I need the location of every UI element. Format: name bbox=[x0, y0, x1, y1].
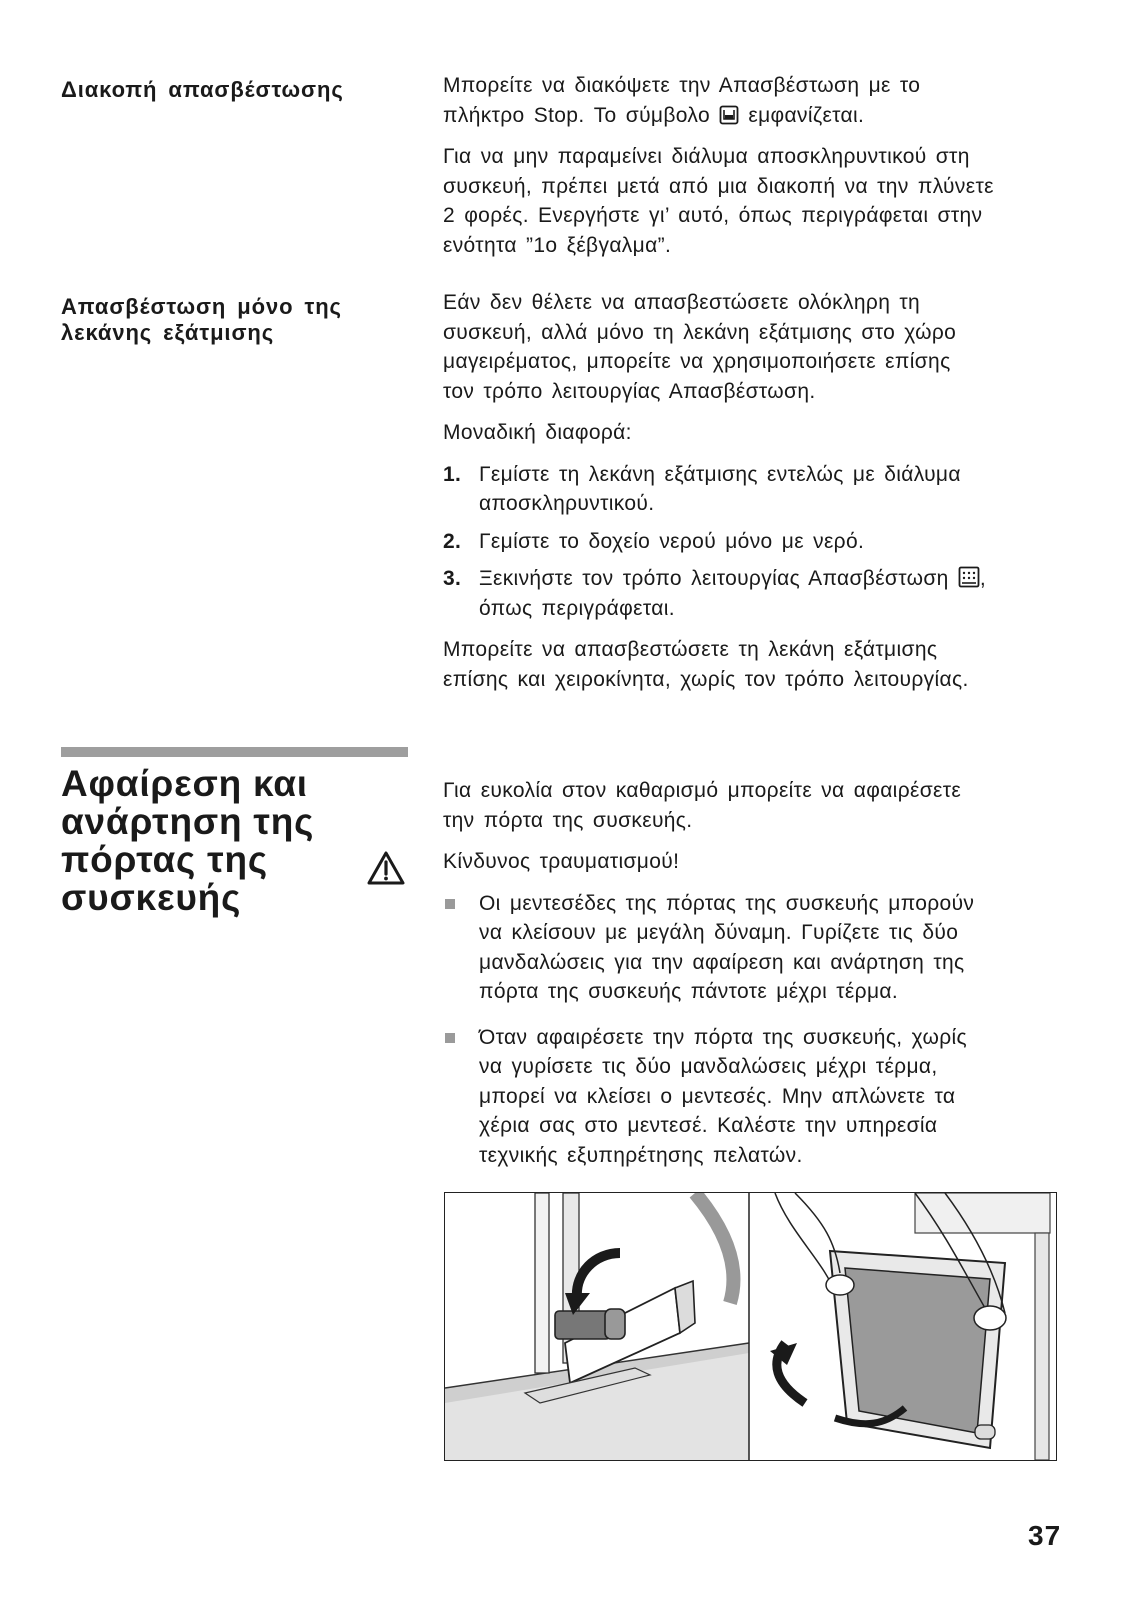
paragraph bbox=[443, 142, 1083, 260]
text-line: Μπορείτε να απασβεστώσετε τη λεκάνη εξάτμισης bbox=[443, 638, 938, 661]
text-line: επίσης και χειροκίνητα, χωρίς τον τρόπο λειτουργίας. bbox=[443, 667, 969, 691]
numbered-step: 3. Ξεκινήστε τον τρόπο λειτουργίας Απασβέστωση , όπως περιγράφεται. bbox=[443, 564, 1083, 623]
text-line: μαγειρέματος, μπορείτε να χρησιμοποιήσετε επίσης bbox=[443, 350, 951, 373]
list-item: Όταν αφαιρέσετε την πόρτα της συσκευής, χωρίς να γυρίσετε τις δύο μανδαλώσεις μέχρι τέρμα, μπορεί να κλείσει ο μεντεσές. Μην απλώνετε τα χέρια σας στο μεντεσέ. Καλέστε την υπηρεσία τεχνικής εξυπηρέτησης πελατών. bbox=[443, 1023, 1083, 1171]
step-number: 1. bbox=[443, 462, 462, 486]
paragraph bbox=[443, 635, 1083, 694]
door-illustration-figure bbox=[444, 1192, 1057, 1461]
paragraph: Μοναδική διαφορά: bbox=[443, 421, 632, 444]
section-door-removal-body bbox=[443, 776, 1083, 1186]
text-line: Για ευκολία στον καθαρισμό μπορείτε να αφαιρέσετε bbox=[443, 779, 962, 802]
text-line: τον τρόπο λειτουργίας Απασβέστωση. bbox=[443, 379, 816, 403]
list-item: Οι μεντεσέδες της πόρτας της συσκευής μπορούν να κλείσουν με μεγάλη δύναμη. Γυρίζετε τις δύο μανδαλώσεις για την αφαίρεση και ανάρτηση της πόρτα της συσκευής πάντοτε μέχρι τέρμα. bbox=[443, 889, 1083, 1007]
text-line: συσκευή, αλλά μόνο τη λεκάνη εξάτμισης στο χώρο bbox=[443, 320, 957, 344]
warning-triangle-icon bbox=[366, 850, 406, 886]
text-line: Μπορείτε να διακόψετε την Απασβέστωση με το bbox=[443, 74, 921, 97]
text-line: ενότητα ”1ο ξέβγαλμα”. bbox=[443, 233, 672, 257]
descale-mode-icon bbox=[958, 566, 980, 588]
paragraph: Κίνδυνος τραυματισμού! bbox=[443, 850, 680, 873]
heading-evaporator-descaling: Απασβέστωση μόνο της λεκάνης εξάτμισης bbox=[61, 294, 342, 345]
numbered-step: 2. Γεμίστε το δοχείο νερού μόνο με νερό. bbox=[443, 527, 1083, 557]
paragraph bbox=[443, 288, 1083, 406]
section-evaporator-descaling-body bbox=[443, 288, 1083, 706]
descale-tank-icon bbox=[719, 105, 739, 125]
section-divider-bar bbox=[61, 747, 408, 757]
door-removal-illustration bbox=[750, 1193, 1056, 1460]
text-line: την πόρτα της συσκευής. bbox=[443, 808, 693, 832]
bullet-square-icon bbox=[445, 1033, 455, 1043]
hinge-latch-illustration bbox=[445, 1193, 749, 1460]
text-line: συσκευή, πρέπει μετά από μια διακοπή να την πλύνετε bbox=[443, 174, 994, 198]
heading-door-removal: Αφαίρεση και ανάρτηση της πόρτας της συσκευής bbox=[61, 763, 315, 918]
text-line: Για να μην παραμείνει διάλυμα αποσκληρυντικού στη bbox=[443, 145, 970, 168]
text-line: πλήκτρο Stop. Το σύμβολο εμφανίζεται. bbox=[443, 103, 865, 127]
paragraph bbox=[443, 776, 1083, 835]
step-number: 2. bbox=[443, 529, 462, 553]
heading-descaling-interrupt: Διακοπή απασβέστωσης bbox=[61, 77, 344, 102]
numbered-step: 1. Γεμίστε τη λεκάνη εξάτμισης εντελώς με διάλυμα αποσκληρυντικού. bbox=[443, 460, 1083, 519]
door-illustration bbox=[445, 1193, 1056, 1460]
section-descaling-interrupt-body bbox=[443, 71, 1083, 272]
text-line: Εάν δεν θέλετε να απασβεστώσετε ολόκληρη τη bbox=[443, 291, 921, 314]
text-line: 2 φορές. Ενεργήστε γι’ αυτό, όπως περιγράφεται στην bbox=[443, 204, 983, 227]
step-number: 3. bbox=[443, 567, 462, 590]
page-number: 37 bbox=[1028, 1520, 1062, 1551]
paragraph bbox=[443, 71, 1083, 130]
bullet-square-icon bbox=[445, 899, 455, 909]
